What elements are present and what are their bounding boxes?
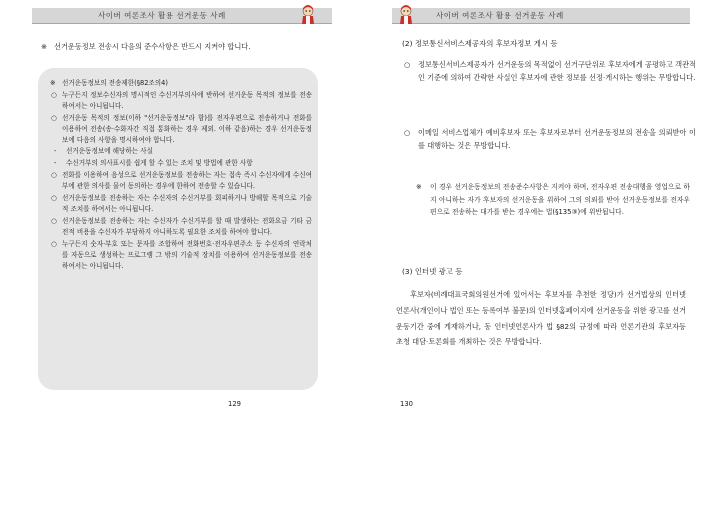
internet-ad-paragraph: 후보자(비례대표국회의원선거에 있어서는 후보자를 추천한 정당)가 선거법상의 인터넷언론사(개인이나 법인 또는 등록여부 불문)의 인터넷홈페이지에 선거운동을 위한 광고를 선거운동기간 중에 게재하거나, 동 인터넷언론사가 법 §82의 규정에 따라 언론기관의 후보자등 초청 대담·토론회를 개최하는 것은 무방합니다.	[396, 290, 687, 347]
box-list-item	[50, 90, 312, 112]
left-note-text: 선거운동정보 전송시 다음의 준수사항은 반드시 지켜야 합니다.	[54, 42, 251, 51]
box-list-item	[50, 193, 312, 215]
list-bullet: ○	[404, 60, 411, 69]
box-list-item-text: 선거운동정보를 전송하는 자는 수신자의 수신거부를 회피하거나 방해할 목적으로 기술적 조치를 하여서는 아니됩니다.	[62, 194, 312, 213]
right-page-header	[392, 8, 690, 24]
box-title-text: 선거운동정보의 전송제한(§82조의4)	[62, 79, 168, 87]
box-list-item-text: 선거운동정보에 해당하는 사실	[66, 147, 153, 156]
right-note	[416, 181, 690, 219]
box-list-item	[50, 146, 312, 157]
left-page-header	[32, 8, 332, 24]
list-bullet: ○	[51, 171, 57, 180]
box-list-item	[50, 158, 312, 169]
mascot-icon	[398, 5, 414, 25]
mascot-icon	[300, 5, 316, 25]
list-bullet: ○	[51, 90, 57, 99]
box-list-item-text: 선거운동 목적의 정보(이하 "선거운동정보"라 함)를 전자우편으로 전송하거나 전화를 이용하여 전송(송·수화자간 직접 통화하는 경우 제외. 이하 같음)하는 경우 선거운동정보에 다음의 사항을 명시하여야 합니다.	[62, 113, 312, 144]
box-list-item-text: 선거운동정보를 전송하는 자는 수신자가 수신거부를 할 때 발생하는 전화요금 기타 금전적 비용을 수신자가 부담하지 아니하도록 필요한 조치를 하여야 합니다.	[62, 216, 312, 236]
box-list-item-text: 전화를 이용하여 음성으로 선거운동정보를 전송하는 자는 접속 즉시 수신자에게 수신여부에 관한 의사를 물어 동의하는 경우에 한하여 전송할 수 있습니다.	[62, 171, 312, 191]
list-bullet: ○	[51, 239, 57, 248]
box-title-mark: ※	[50, 79, 56, 87]
box-list-item	[50, 239, 312, 272]
box-list-item-text: 누구든지 숫자·부호 또는 문자를 조합하여 전화번호·전자우편주소 등 수신자의 연락처를 자동으로 생성하는 프로그램 그 밖의 기술적 장치를 이용하여 선거운동정보를 전송하여서는 아니됩니다.	[62, 239, 312, 270]
right-note-text: 이 경우 선거운동정보의 전송준수사항은 지켜야 하며, 전자우편 전송대행을 영업으로 하지 아니하는 자가 후보자의 선거운동을 위하여 그의 의뢰를 받아 선거운동정보를 전자우편으로 전송하는 대가를 받는 경우에는 법(§135③)에 위반됩니다.	[430, 183, 690, 217]
box-list-item	[50, 216, 312, 238]
list-bullet: -	[54, 159, 57, 168]
box-title	[50, 78, 312, 89]
right-page-number: 130	[400, 400, 413, 408]
list-bullet: ○	[51, 113, 57, 122]
box-list-item	[50, 113, 312, 146]
left-page	[32, 0, 332, 440]
box-items	[50, 90, 312, 272]
section-2-title: (2) 정보통신서비스제공자의 후보자정보 게시 등	[402, 39, 558, 48]
list-item	[404, 126, 696, 153]
note-mark: ※	[41, 42, 48, 51]
list-bullet: ○	[51, 216, 57, 225]
left-note	[41, 40, 322, 53]
list-item	[404, 58, 696, 85]
list-bullet: -	[54, 147, 57, 156]
right-header-title: 사이버 여론조사 활용 선거운동 사례	[436, 11, 564, 20]
right-page	[392, 0, 696, 440]
list-bullet: ○	[51, 194, 57, 203]
list-bullet: ○	[404, 128, 411, 137]
box-list-item-text: 누구든지 정보수신자의 명시적인 수신거부의사에 반하여 선거운동 목적의 정보를 전송하여서는 아니됩니다.	[62, 90, 312, 110]
list-item-text: 정보통신서비스제공자가 선거운동의 목적없이 선거구단위로 후보자에게 공평하고 객관적인 기준에 의하여 간략한 사실인 후보자에 관한 정보를 선정·게시하는 행위는 무방합니다.	[418, 60, 696, 83]
list-item-text: 이메일 서비스업체가 예비후보자 또는 후보자로부터 선거운동정보의 전송을 의뢰받아 이를 대행하는 것은 무방합니다.	[418, 128, 696, 151]
note-mark: ※	[416, 183, 422, 191]
left-header-title: 사이버 여론조사 활용 선거운동 사례	[98, 11, 226, 20]
section-3-title: (3) 인터넷 광고 등	[402, 267, 463, 276]
left-page-number: 129	[228, 400, 241, 408]
box-list-item-text: 수신거부의 의사표시를 쉽게 할 수 있는 조치 및 방법에 관한 사항	[66, 159, 253, 168]
box-content	[50, 78, 312, 272]
box-list-item	[50, 170, 312, 192]
